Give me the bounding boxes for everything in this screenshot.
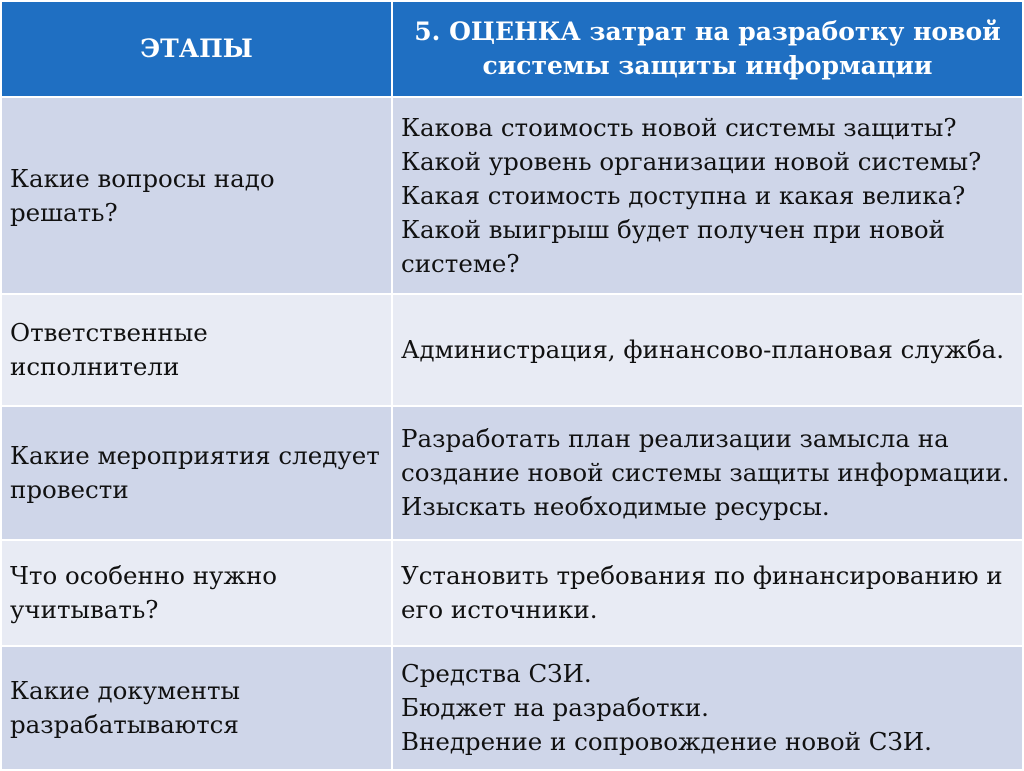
question-line: Ответственные [10, 318, 208, 347]
header-stages [1, 1, 392, 97]
answer-line: Установить требования по финансированию и [401, 561, 1003, 590]
answer-line: Изыскать необходимые ресурсы. [401, 492, 830, 521]
question-cell [1, 97, 392, 294]
answer-line: Администрация, финансово-плановая служба. [401, 335, 1005, 364]
answer-cell [392, 406, 1023, 540]
answer-line: Какой уровень организации новой системы? [401, 146, 982, 176]
answer-cell [392, 294, 1023, 406]
question-line: разрабатываются [10, 710, 239, 739]
table-row [1, 97, 1023, 294]
question-cell [1, 294, 392, 406]
header-title-line-1: 5. ОЦЕНКА затрат на разработку новой [414, 17, 1001, 46]
answer-cell [392, 646, 1023, 770]
question-line: Какие документы [10, 676, 240, 705]
answer-line: Средства СЗИ. [401, 659, 592, 688]
answer-line: Внедрение и сопровождение новой СЗИ. [401, 727, 932, 756]
answer-cell [392, 540, 1023, 646]
question-line: провести [10, 475, 129, 504]
header-stages-label: ЭТАПЫ [140, 34, 253, 63]
answer-line: Какая стоимость доступна и какая велика? [401, 180, 966, 210]
answer-line: Разработать план реализации замысла на [401, 424, 949, 453]
question-cell [1, 406, 392, 540]
header-cost-assessment [392, 1, 1023, 97]
answer-line: системе? [401, 248, 520, 278]
table-row [1, 646, 1023, 770]
question-line: исполнители [10, 352, 180, 381]
question-line: учитывать? [10, 595, 159, 624]
question-line: Что особенно нужно [10, 561, 278, 590]
answer-cell [392, 97, 1023, 294]
answer-line: его источники. [401, 595, 598, 624]
table-header-row [1, 1, 1023, 97]
table-row [1, 294, 1023, 406]
question-line: Какие мероприятия следует [10, 441, 380, 470]
question-cell [1, 540, 392, 646]
answer-line: Какой выигрыш будет получен при новой [401, 214, 946, 244]
answer-line: Бюджет на разработки. [401, 693, 709, 722]
question-text: Какие вопросы надо решать? [10, 163, 275, 227]
header-title-line-2: системы защиты информации [482, 51, 933, 80]
answer-line: Какова стоимость новой системы защиты? [401, 112, 957, 142]
question-cell [1, 646, 392, 770]
answer-line: создание новой системы защиты информации. [401, 458, 1010, 487]
table-row [1, 540, 1023, 646]
table-row [1, 406, 1023, 540]
